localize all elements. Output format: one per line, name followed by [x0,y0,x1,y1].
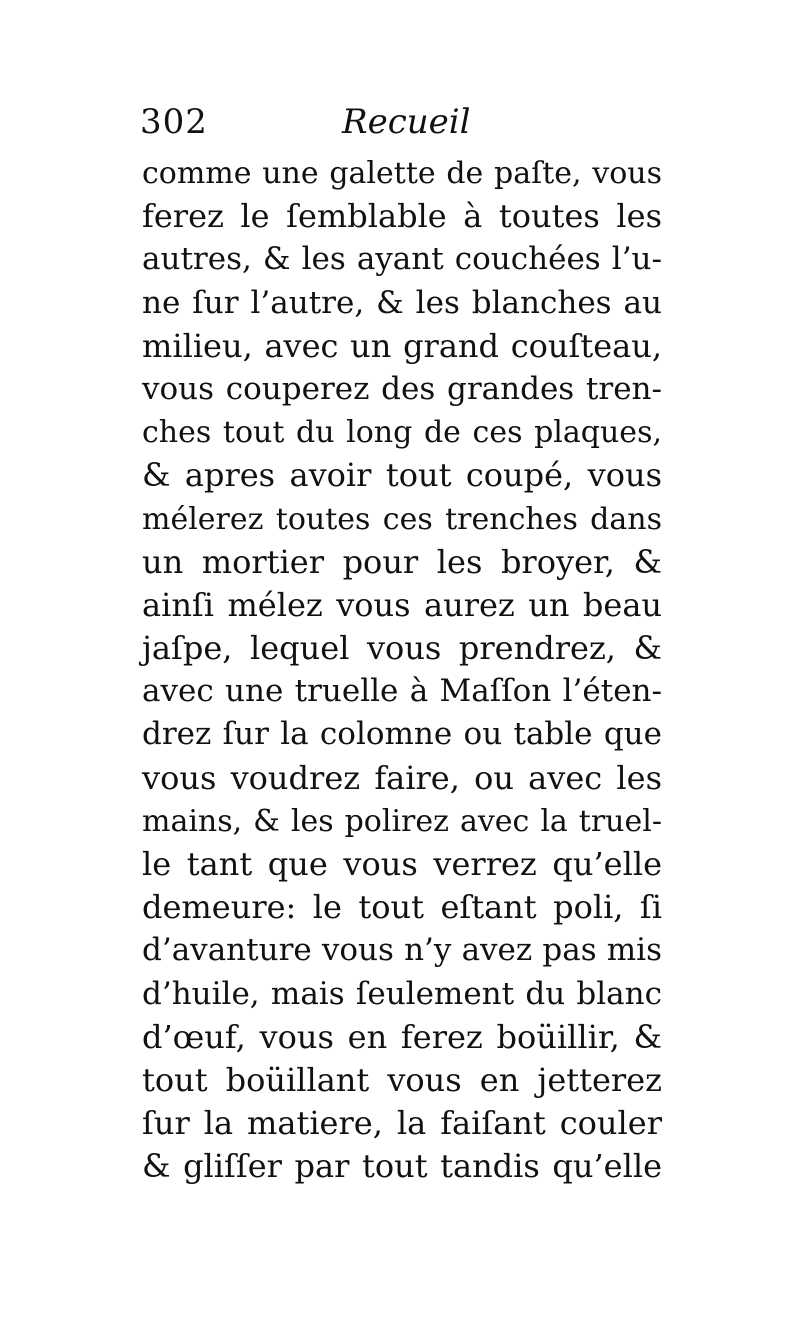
text-line: drez ſur la colomne ou table que [142,716,662,753]
text-line: ne ſur l’autre, & les blanches au [142,284,662,321]
text-line: tout boüillant vous en jetterez [142,1060,662,1099]
text-line: jaſpe, lequel vous prendrez, & [142,629,662,668]
text-line: ches tout du long de ces plaques, [142,415,662,451]
text-line: mélerez toutes ces trenches dans [142,501,662,537]
text-line: ainſi mélez vous aurez un beau [142,585,662,624]
text-line: & gliſſer par tout tandis qu’elle [142,1147,662,1186]
page-number: 302 [140,102,208,142]
text-line: mains, & les polirez avec la truel- [142,803,662,839]
text-line: ferez le ſemblable à toutes les [142,197,662,236]
body-text [142,152,662,1189]
text-line: comme une galette de paſte, vous [142,156,662,191]
running-head: Recueil [342,102,471,142]
text-line: demeure: le tout eſtant poli, ſi [142,888,662,927]
text-line: vous voudrez faire, ou avec les [142,758,662,797]
text-line: & apres avoir tout coupé, vous [142,456,662,495]
text-line: d’avanture vous n’y avez pas mis [142,932,662,969]
page-header [140,102,660,146]
text-line: d’huile, mais ſeulement du blanc [142,975,662,1012]
text-line: le tant que vous verrez qu’elle [142,845,662,883]
text-line: autres, & les ayant couchées l’u- [142,241,662,278]
text-line: un mortier pour les broyer, & [142,542,662,581]
text-line: milieu, avec un grand couſteau, [142,326,662,365]
text-line: ſur la matiere, la faiſant couler [142,1104,662,1143]
text-line: d’œuf, vous en ferez boüillir, & [142,1017,662,1056]
text-line: avec une truelle à Maſſon l’éten- [142,673,662,710]
text-line: vous couperez des grandes tren- [142,370,662,407]
